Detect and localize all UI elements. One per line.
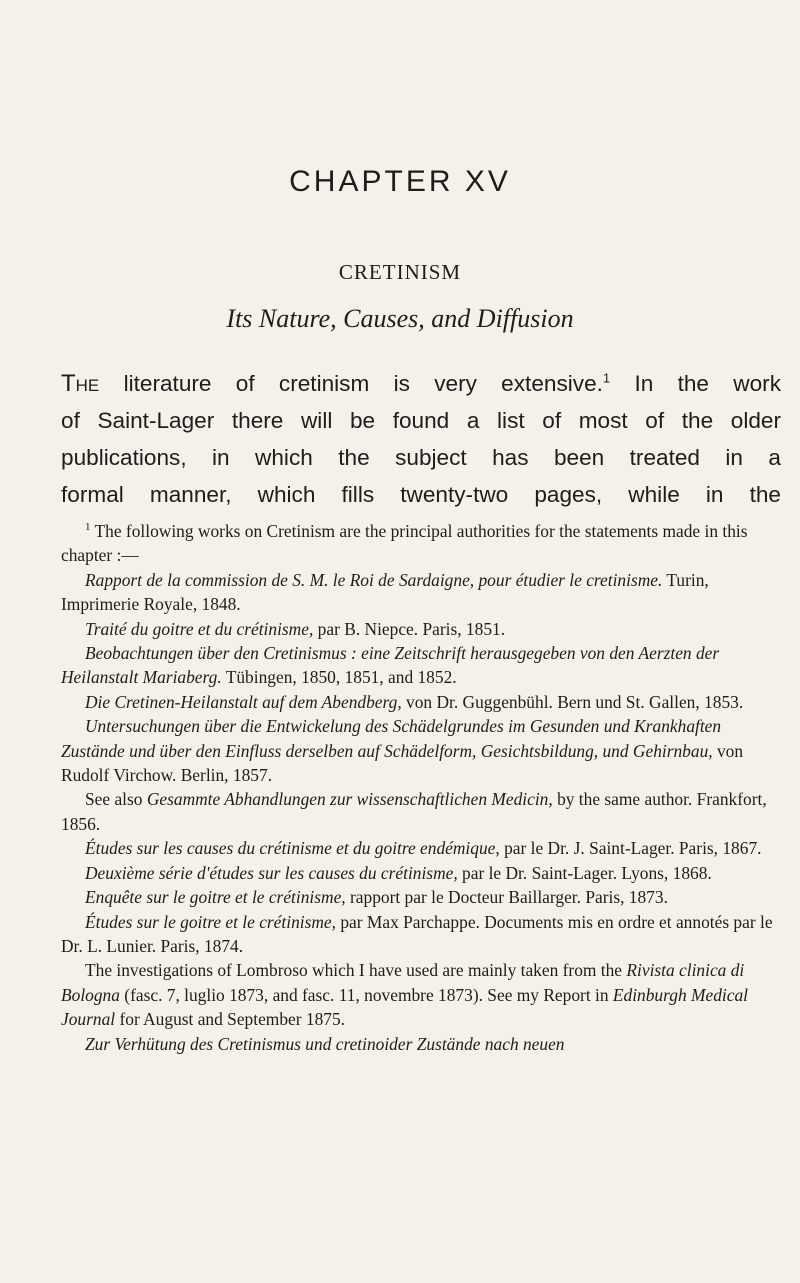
reference-title: Enquête sur le goitre et le crétinisme, xyxy=(85,887,346,908)
reference-entry xyxy=(61,836,781,860)
subtitle-part: Its xyxy=(226,304,259,333)
reference-title: Die Cretinen-Heilanstalt auf dem Abendberg, xyxy=(85,691,402,712)
reference-entry xyxy=(61,885,781,909)
reference-entry xyxy=(61,641,781,690)
footnote-mark: 1 xyxy=(85,521,91,534)
reference-entry xyxy=(61,617,781,641)
reference-title: Untersuchungen über die Entwickelung des Schädelgrundes im Gesunden und Krankhaften Zustände und über den Einfluss derselben auf Schädelform, Gesichtsbildung, und Gehirnbau, xyxy=(61,716,722,761)
chapter-subtitle xyxy=(0,304,800,334)
reference-details: von Dr. Guggenbühl. Bern und St. Gallen, 1853. xyxy=(401,691,744,712)
subtitle-part: , xyxy=(418,304,432,333)
reference-entry xyxy=(61,787,781,836)
reference-details: par le Dr. Saint-Lager. Lyons, 1868. xyxy=(457,862,712,883)
reference-entry xyxy=(61,1032,781,1056)
chapter-heading: CHAPTER XV xyxy=(289,165,511,198)
reference-details: par B. Niepce. Paris, 1851. xyxy=(313,618,506,639)
reference-entry xyxy=(61,714,781,787)
body-line: formal manner, which fills twenty-two pages, while in the xyxy=(61,482,781,507)
footnote-intro-text: The following works on Cretinism are the principal authorities for the statements made in this chapter :— xyxy=(61,521,748,566)
reference-details: Tübingen, 1850, 1851, and 1852. xyxy=(221,667,457,688)
reference-prefix: See also xyxy=(85,789,147,810)
reference-details: von Rudolf Virchow. Berlin, 1857. xyxy=(61,740,744,786)
reference-title: Edinburgh Medical Journal xyxy=(61,984,748,1030)
reference-details: rapport par le Docteur Baillarger. Paris, 1873. xyxy=(345,887,668,908)
subtitle-part: , xyxy=(330,304,344,333)
reference-details: (fasc. 7, luglio 1873, and fasc. 11, novembre 1873). See my Report in xyxy=(119,984,613,1005)
reference-title: Gesammte Abhandlungen zur wissenschaftlichen Medicin, xyxy=(146,789,553,810)
reference-title: Traité du goitre et du crétinisme, xyxy=(85,618,314,639)
reference-title: Rivista clinica di Bologna xyxy=(61,960,745,1005)
footnote-intro xyxy=(61,519,781,568)
subtitle-part: and xyxy=(431,304,477,333)
reference-title: Études sur le goitre et le crétinisme, xyxy=(85,911,336,932)
reference-details: by the same author. Frankfort, 1856. xyxy=(61,789,767,834)
reference-prefix: The investigations of Lombroso which I have used are mainly taken from the xyxy=(85,960,627,981)
body-line xyxy=(61,365,781,402)
body-line: publications, in which the subject has been treated in a xyxy=(61,445,781,470)
reference-entry xyxy=(61,690,781,714)
reference-title: Études sur les causes du crétinisme et du goitre endémique, xyxy=(85,838,500,859)
reference-details: for August and September 1875. xyxy=(115,1009,346,1030)
subtitle-part: Nature xyxy=(258,304,331,333)
reference-details: par Max Parchappe. Documents mis en ordre et annotés par le Dr. L. Lunier. Paris, 1874. xyxy=(61,911,773,956)
subtitle-part: Diffusion xyxy=(476,304,574,333)
reference-entry xyxy=(61,910,781,959)
reference-title: Beobachtungen über den Cretinismus : eine Zeitschrift herausgegeben von den Aerzten der Heilanstalt Mariaberg. xyxy=(61,643,720,688)
reference-title: Rapport de la commission de S. M. le Roi de Sardaigne, pour étudier le cretinisme. xyxy=(85,569,663,590)
body-paragraph xyxy=(61,365,781,513)
chapter-subject: CRETINISM xyxy=(338,260,462,284)
reference-details: Turin, Imprimerie Royale, 1848. xyxy=(61,569,709,615)
reference-entry xyxy=(61,568,781,617)
subtitle-part: Causes xyxy=(343,304,419,333)
body-text-span: In the work xyxy=(610,371,781,396)
reference-title: Deuxième série d'études sur les causes du crétinisme, xyxy=(85,862,458,883)
lead-word: The xyxy=(61,370,100,397)
reference-entry xyxy=(61,958,781,1031)
body-line: of Saint-Lager there will be found a list of most of the older xyxy=(61,408,781,433)
reference-title: Zur Verhütung des Cretinismus und cretinoider Zustände nach neuen xyxy=(85,1033,565,1054)
body-text-span: literature of cretinism is very extensive. xyxy=(99,371,603,396)
reference-entry xyxy=(61,861,781,885)
reference-details: par le Dr. J. Saint-Lager. Paris, 1867. xyxy=(499,838,762,859)
footnote-block xyxy=(61,519,781,1056)
footnote-ref[interactable]: 1 xyxy=(602,370,611,386)
